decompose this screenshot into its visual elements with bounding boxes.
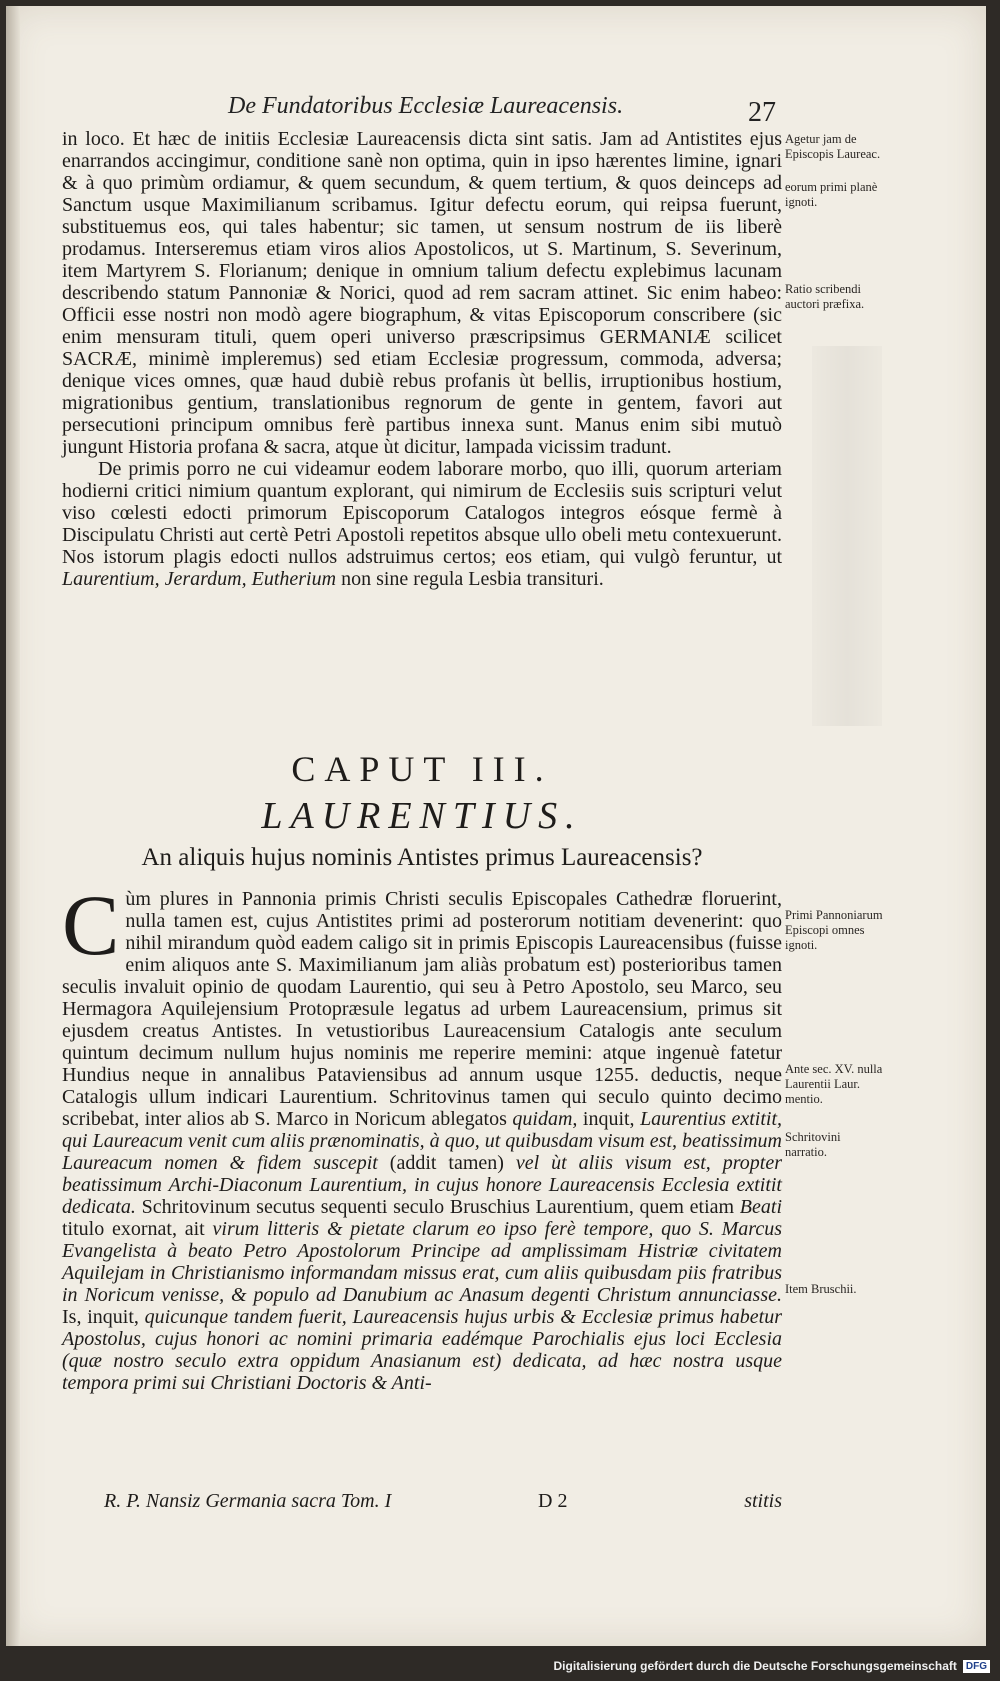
- marginal-note: Primi Pannoniarum Episcopi omnes ignoti.: [785, 908, 883, 952]
- chapter-title: CAPUT III.: [291, 749, 553, 789]
- chapter-text-d: Laurentius extitit, qui Laureacum venit cum aliis prænominatis, à quo, ut quibusdam visum est, beatissimum Laureacum nomen & fidem suscepit: [62, 1108, 783, 1174]
- drop-cap: C: [62, 877, 120, 973]
- chapter-name: LAURENTIUS.: [261, 795, 583, 837]
- sheet-mark: D 2: [538, 1490, 568, 1512]
- marginal-note: Ratio scribendi auctori præfixa.: [785, 282, 865, 311]
- margin-bleed-through: [812, 346, 882, 726]
- running-head: De Fundatoribus Ecclesiæ Laureacensis.: [228, 93, 624, 119]
- catchword: stitis: [744, 1490, 782, 1512]
- chapter-paragraph: [62, 877, 783, 1394]
- printer-signature: R. P. Nansiz Germania sacra Tom. I: [104, 1490, 392, 1512]
- page-number: 27: [748, 97, 776, 128]
- intro-paragraph-1: in loco. Et hæc de initiis Ecclesiæ Laureacensis dicta sint satis. Jam ad Antistites ejus enarrandos accingimur, conditione sanè non optima, quin in ipso hærentes limine, ignari & à quo primùm ordiamur, & quem secundum, & quem tertium, & quos deinceps ad Sanctum usque Maximilianum scribamus. Igitur defectu eorum, qui reipsa fuerunt, substituemus eos, qui tales habentur; sic tamen, ut sensum nostrum de iis liberè prodamus. Interseremus etiam viros alios Apostolicos, ut S. Martinum, S. Severinum, item Martyrem S. Florianum; denique in omnium talium defectu explebimus lacunam describendo statum Pannoniæ & Norici, quod ad rem sacram attinet. Sic enim habeo: Officii esse nostri non modò agere biographum, & vitas Episcoporum conscribere (sic enim mensuram tituli, quem operi universo præscripsimus GERMANIÆ scilicet SACRÆ, minimè impleremus) sed etiam Ecclesiæ progressum, commoda, adversa; denique vices omnes, quæ haud dubiè rebus profanis ùt bellis, irruptionibus hostium, migrationibus gentium, translationibus regnorum de gente in gentem, favori aut persecutioni principum omnibus ferè partibus innexa sunt. Manus enim sibi mutuò jungunt Historia profana & sacra, atque ùt dicitur, lampada vicissim tradunt.: [62, 128, 782, 458]
- intro-paragraph-2: [62, 458, 782, 590]
- marginal-note: Schritovini narratio.: [785, 1130, 841, 1159]
- marginal-note: Ante sec. XV. nulla Laurentii Laur. mentio.: [785, 1062, 883, 1106]
- chapter-text-l: Is, inquit,: [62, 1306, 139, 1328]
- intro-paragraph-2-end: non sine regula Lesbia transituri.: [341, 568, 604, 590]
- chapter-text-b: quidam,: [512, 1108, 578, 1130]
- dfg-logo-icon: DFG: [963, 1660, 990, 1673]
- chapter-text-f: vel ùt aliis visum est, propter beatissimum Archi-Diaconum Laurentium, in cujus honore Laureacensis Ecclesia extitit dedicata.: [62, 1152, 782, 1218]
- chapter-text-g: Schritovinum secutus sequenti seculo Bruschius Laurentium, quem etiam: [141, 1196, 735, 1218]
- chapter-text-m: quicunque tandem fuerit, Laureacensis hujus urbis & Ecclesiæ primus habetur Apostolus, cujus honori ac nomini primaria eadémque Parochialis ejus loci Ecclesia (quæ nostro seculo extra oppidum Anasianum est) dedicata, ad hæc nostra usque tempora primi sui Christiani Doctoris & Anti-: [62, 1306, 782, 1394]
- marginal-note: Item Bruschii.: [785, 1282, 857, 1296]
- chapter-text-j: titulo exornat, ait: [62, 1218, 205, 1240]
- intro-text: [62, 128, 782, 590]
- digitization-credit: [553, 1659, 990, 1673]
- chapter-text-a: ùm plures in Pannonia primis Christi seculis Episcopales Cathedræ floruerint, nulla tamen est, cujus Antistites primi ad posterorum notitiam devenerint: quo nihil mirandum quòd eadem caligo sit in primis Episcopis Laureacensibus (fuisse enim aliquos ante S. Maximilianum jam aliàs probatum est) posterioribus tamen seculis invaluit opinio de quodam Laurentio, qui seu à Petro Apostolo, seu Marco, seu Hermagora Aquilejensium Protopræsule legatus ad urbem Laureacensium, primus sit ejusdem creatus Antistes. In vetustioribus Laureacensium Catalogis ante seculum quintum decimum nullum hujus nominis me reperire memini: atque ingenuè fatetur Hundius neque in annalibus Pataviensibus ad annum usque 1255. deductis, neque Catalogis ullum indicari Laurentium. Schritovinus tamen qui seculo quinto decimo scribebat, inter alios ab S. Marco in Noricum ablegatos: [62, 888, 782, 1130]
- credit-text: Digitalisierung gefördert durch die Deutsche Forschungsgemeinschaft: [553, 1659, 957, 1673]
- chapter-text-e: (addit tamen): [389, 1152, 504, 1174]
- chapter-text: [62, 877, 783, 1394]
- chapter-text-k: virum litteris & pietate clarum eo ipso ferè tempore, quo S. Marcus Evangelista à beato Petro Apostolorum Principe ad amplissimam Histriæ civitatem Aquilejam in Christianismo informandam missus erat, cum aliis quibusdam piis fratribus in Noricum venisse, & populo ad Danubium ac Anasum degenti Christum annunciasse.: [62, 1218, 783, 1306]
- marginal-note: Agetur jam de Episcopis Laureac.: [785, 132, 881, 161]
- intro-paragraph-2-text: De primis porro ne cui videamur eodem laborare morbo, quo illi, quorum arteriam hodierni critici nimium quantum explorant, qui nimirum de Ecclesiis suis scripturi velut viso cœlesti edocti primorum Episcoporum Catalogos integros eósque fermè à Discipulatu Christi aut certè Petri Apostoli repetitos absque ullo obeli metu contexuerunt. Nos istorum plagis edocti nullos adstruimus certos; eos etiam, qui vulgò feruntur, ut: [62, 458, 782, 568]
- page-binding-edge: [6, 6, 20, 1646]
- page-footer: [62, 1490, 782, 1518]
- chapter-text-h: Beati: [739, 1196, 783, 1218]
- intro-names: Laurentium, Jerardum, Eutherium: [62, 568, 337, 590]
- marginal-note: eorum primi planè ignoti.: [785, 180, 878, 209]
- chapter-text-c: inquit,: [582, 1108, 635, 1130]
- chapter-question: An aliquis hujus nominis Antistes primus Laureacensis?: [141, 844, 703, 871]
